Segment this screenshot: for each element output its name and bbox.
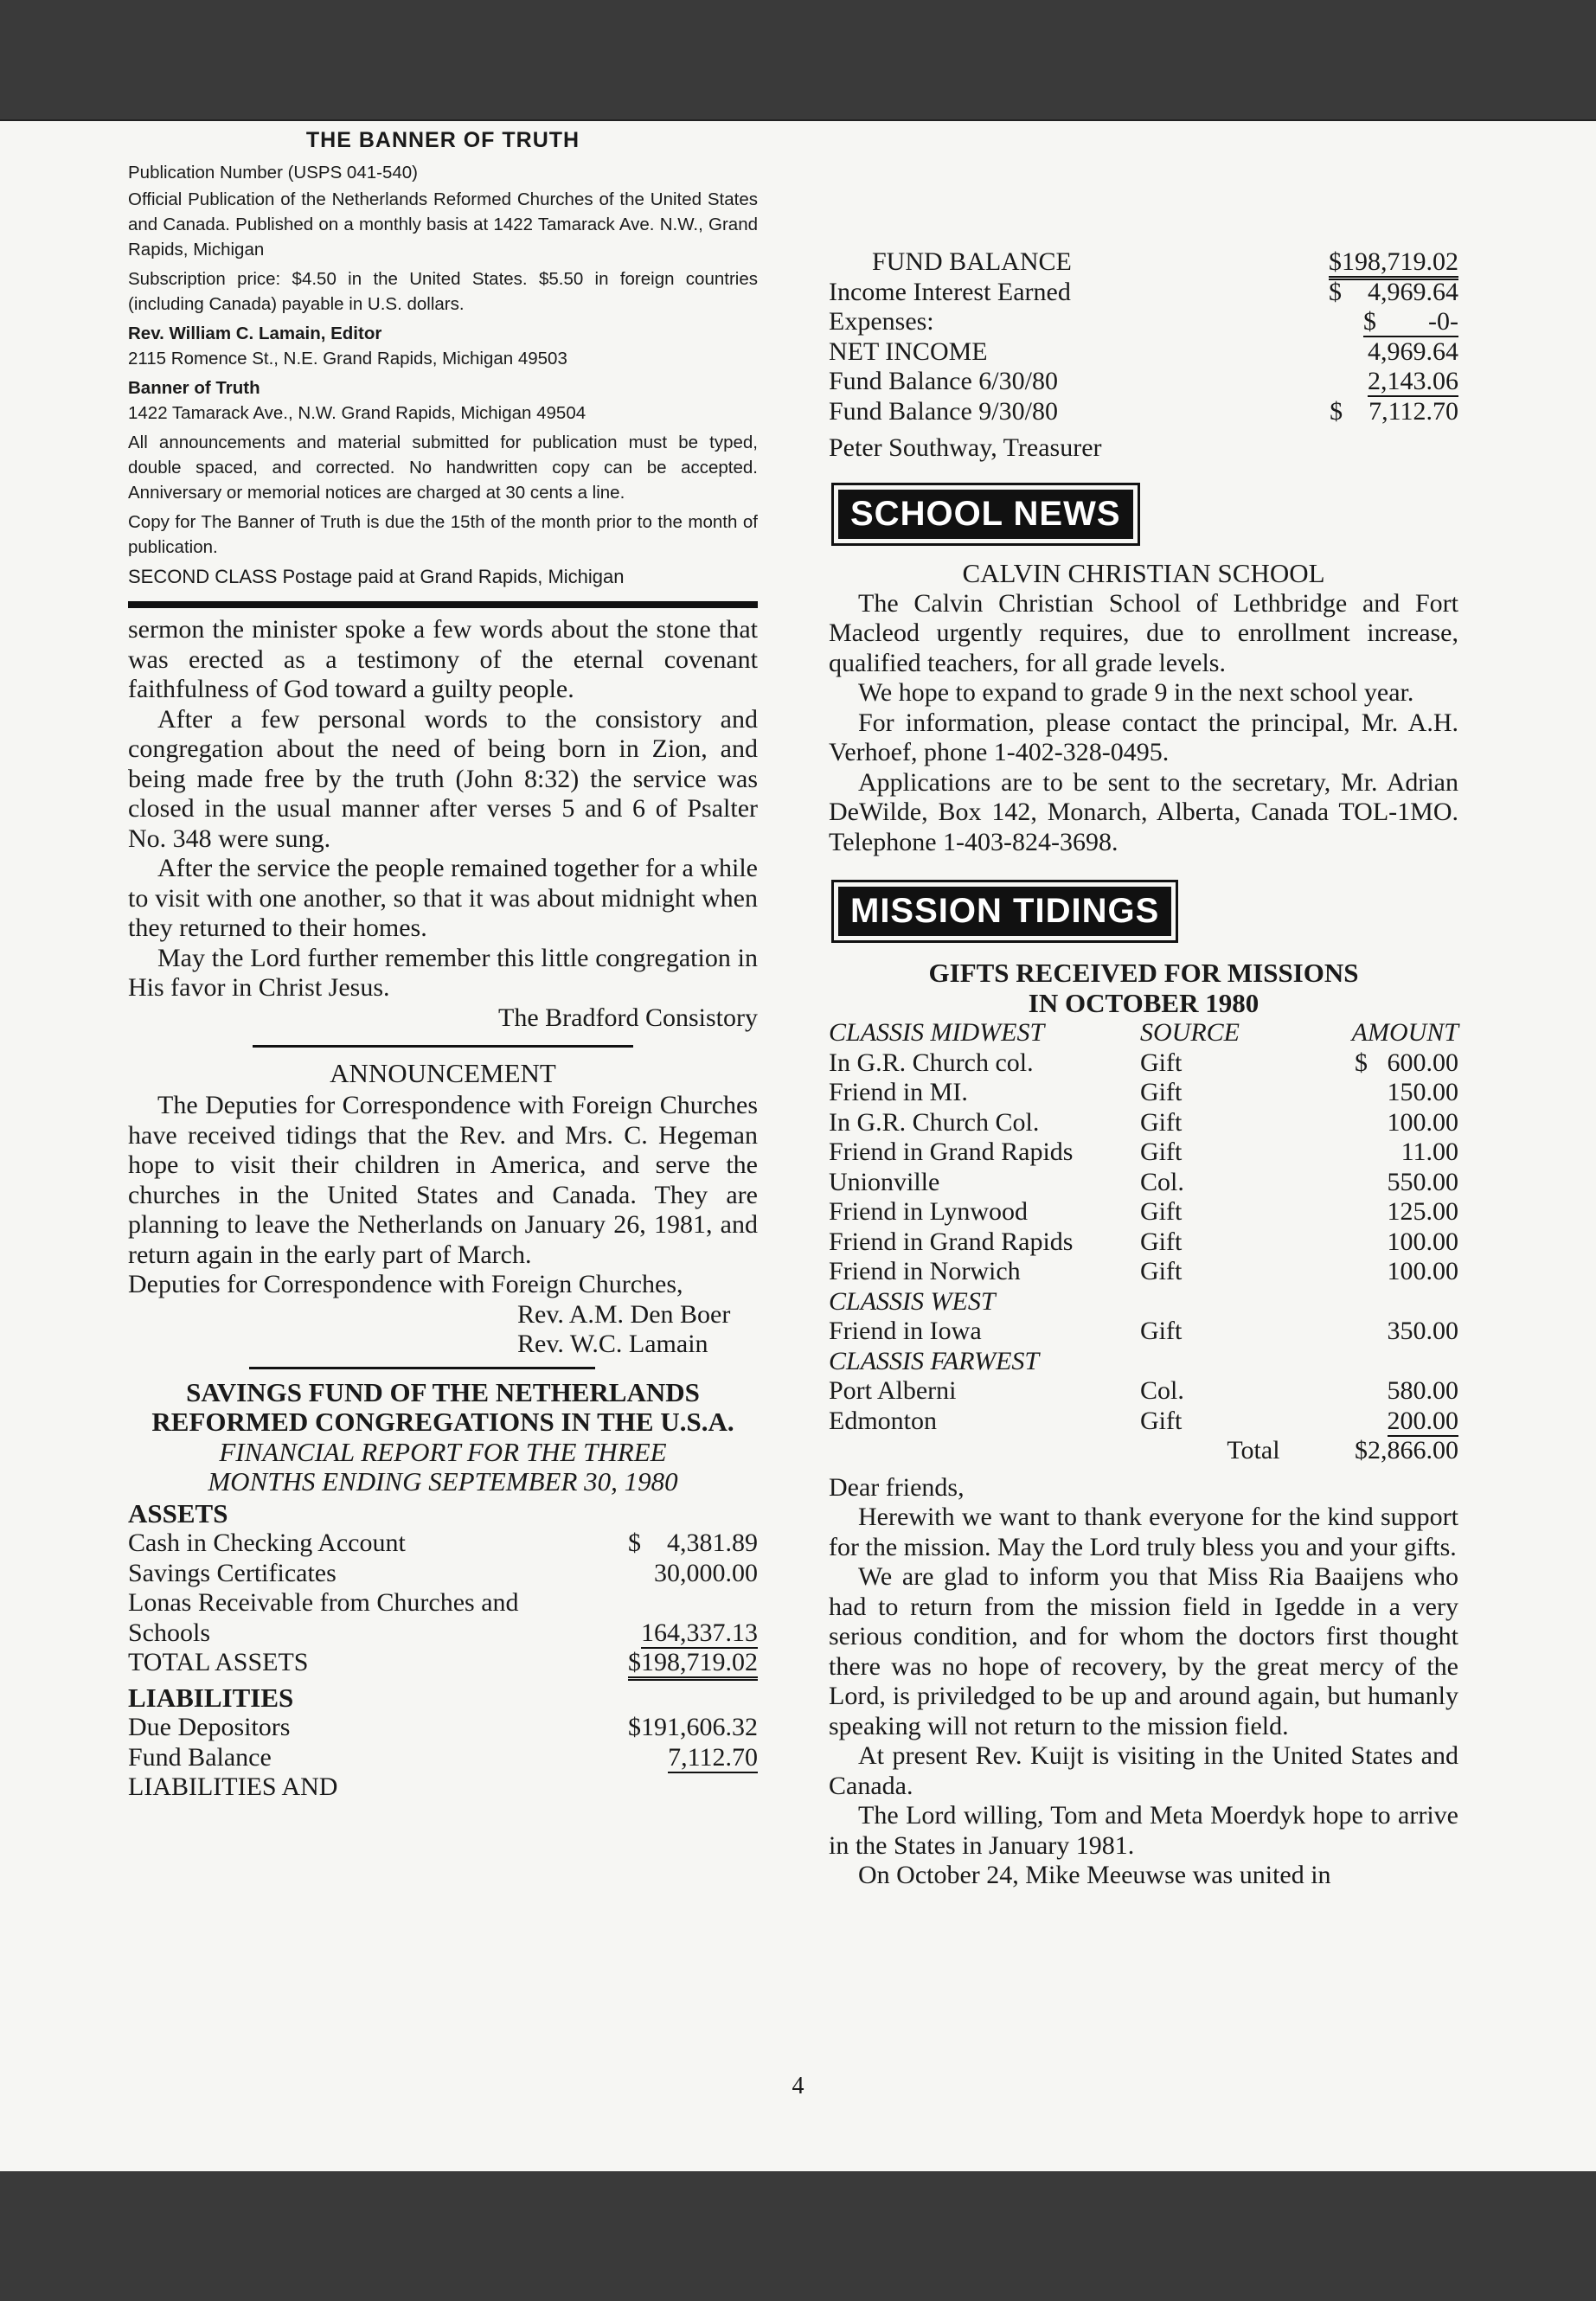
table-row [829,1376,1458,1407]
gift-source: Gift [1140,1197,1183,1226]
assets-table [128,1529,758,1678]
gift-amount: 125.00 [1387,1197,1458,1226]
school-news-section [829,558,1458,858]
editor-address: 2115 Romence St., N.E. Grand Rapids, Michigan 49503 [128,349,567,369]
gift-name: Friend in MI. [829,1078,968,1106]
gift-amount: 200.00 [1387,1406,1458,1435]
row-label: Cash in Checking Account [128,1529,406,1557]
row-amount: $191,606.32 [628,1713,758,1741]
table-row [829,367,1458,397]
row-label: Savings Certificates [128,1558,337,1587]
gift-source: Gift [1140,1406,1183,1435]
announcement-body: The Deputies for Correspondence with Foreign Churches have received tidings that the Rev. and Mrs. C. Hegeman hope to visit their children in America, and serve the churches in the United States and Canada. They are planning to leave the Netherlands on January 26, 1981, and return again in the early part of March. [128,1091,758,1269]
liabilities-label: LIABILITIES [128,1682,294,1713]
row-amount: 164,337.13 [641,1618,758,1647]
sermon-paragraph: sermon the minister spoke a few words about the stone that was erected as a testimony of the eternal covenant faithfulness of God toward a guilty people. [128,615,758,703]
classis-west-label: CLASSIS WEST [829,1286,996,1316]
gift-name: Friend in Grand Rapids [829,1138,1074,1166]
table-row [829,1108,1458,1138]
letter-paragraph: Herewith we want to thank everyone for the kind support for the mission. May the Lord truly bless you and your gifts. [829,1503,1458,1561]
assets-label: ASSETS [128,1497,228,1529]
gift-amount: 150.00 [1387,1078,1458,1106]
announcement-section [128,1058,758,1360]
school-heading: CALVIN CHRISTIAN SCHOOL [962,557,1325,588]
section-divider [249,1367,595,1369]
masthead-divider [128,601,758,608]
letter-greeting: Dear friends, [829,1472,965,1502]
header-source: SOURCE [1140,1018,1240,1047]
table-row [829,337,1458,368]
letter-paragraph: We are glad to inform you that Miss Ria Baaijens who had to return from the mission field in Igedde in a very serious condition, and for whom the doctors first thought there was no hope of recovery, by the great mercy of the Lord, is priviledged to be up and around again, but humanly speaking will not return to the mission field. [829,1562,1458,1740]
row-label: Expenses: [829,307,934,336]
row-label: Income Interest Earned [829,277,1071,306]
sermon-paragraph: May the Lord further remember this little congregation in His favor in Christ Jesus. [128,943,758,1002]
table-row [128,1743,758,1773]
table-row [128,1529,758,1559]
row-label: NET INCOME [829,336,988,366]
gift-source: Gift [1140,1138,1183,1166]
section-divider [253,1045,633,1048]
gift-source: Col. [1140,1376,1184,1405]
gift-name: Edmonton [829,1406,937,1435]
classis-farwest-label: CLASSIS FARWEST [829,1346,1040,1375]
masthead-title: THE BANNER OF TRUTH [305,128,580,152]
row-amount: $ -0- [1363,307,1458,336]
gift-name: In G.R. Church Col. [829,1107,1040,1137]
row-amount: $ 7,112.70 [1330,396,1458,426]
letter-paragraph: On October 24, Mike Meeuwse was united in [858,1861,1331,1889]
savings-heading: REFORMED CONGREGATIONS IN THE U.S.A. [151,1407,734,1437]
row-label: Fund Balance [128,1742,272,1772]
treasurer-signature: Peter Southway, Treasurer [829,433,1102,462]
table-row [829,247,1458,278]
row-amount [611,1772,758,1803]
report-subtitle: FINANCIAL REPORT FOR THE THREE [219,1436,667,1467]
row-label: LIABILITIES AND [128,1772,338,1801]
gift-name: Port Alberni [829,1376,957,1405]
gift-source: Gift [1140,1317,1183,1345]
table-row [829,278,1458,308]
row-amount: $198,719.02 [628,1648,758,1681]
gift-name: Friend in Lynwood [829,1197,1028,1226]
announcement-signature: Rev. W.C. Lamain [517,1330,708,1358]
liabilities-table [128,1713,758,1803]
total-amount: $2,866.00 [1355,1436,1458,1465]
submission-rules: All announcements and material submitted for publication must be typed, double spaced, and corrected. No handwritten copy can be accepted. Anniversary or memorial notices are charged at 30 cents a line. [128,433,758,503]
banner-address: 1422 Tamarack Ave., N.W. Grand Rapids, Michigan 49504 [128,403,586,423]
classis-row [829,1347,1458,1377]
table-row [829,1197,1458,1227]
gifts-heading: GIFTS RECEIVED FOR MISSIONS [928,958,1359,988]
gift-name: Friend in Iowa [829,1317,982,1345]
banner-name: Banner of Truth [128,378,260,398]
table-row [829,1048,1458,1079]
announcement-signature: Rev. A.M. Den Boer [517,1299,731,1329]
header-classis: CLASSIS MIDWEST [829,1018,1045,1047]
fund-balance-table [829,247,1458,426]
savings-fund-report [128,1378,758,1803]
school-news-label: SCHOOL NEWS [838,490,1133,539]
row-label: Due Depositors [128,1713,291,1741]
editor-name: Rev. William C. Lamain, Editor [128,324,382,343]
gift-amount: 580.00 [1387,1376,1458,1405]
row-amount: 30,000.00 [654,1558,758,1587]
row-label: Fund Balance 6/30/80 [829,367,1058,395]
left-column [128,128,758,1803]
gift-source: Gift [1140,1107,1183,1137]
table-row [128,1648,758,1678]
mission-tidings-banner [829,880,1458,943]
school-paragraph: The Calvin Christian School of Lethbridge and Fort Macleod urgently requires, due to enrollment increase, qualified teachers, for all grade levels. [829,588,1458,677]
letter-paragraph: At present Rev. Kuijt is visiting in the United States and Canada. [829,1741,1458,1800]
publication-number: Publication Number (USPS 041-540) [128,163,418,183]
gift-name: Friend in Norwich [829,1257,1021,1285]
copy-deadline: Copy for The Banner of Truth is due the 15th of the month prior to the month of publication. [128,512,758,557]
row-label: Fund Balance 9/30/80 [829,396,1058,426]
table-row [829,1407,1458,1437]
table-row [128,1588,758,1618]
row-amount: $ 4,969.64 [1329,277,1458,306]
table-row [128,1772,758,1803]
mission-tidings-label: MISSION TIDINGS [838,887,1171,936]
gift-amount: $ 600.00 [1355,1048,1458,1077]
gift-source: Col. [1140,1167,1184,1196]
row-label: Schools [128,1618,211,1647]
gift-amount: 550.00 [1387,1167,1458,1196]
gift-source: Gift [1140,1227,1183,1256]
gift-source: Gift [1140,1257,1183,1285]
masthead [128,128,758,589]
announcement-deputies: Deputies for Correspondence with Foreign Churches, [128,1270,683,1298]
table-row [829,397,1458,427]
gifts-table [829,1018,1458,1466]
row-label: FUND BALANCE [872,247,1072,276]
gifts-heading: IN OCTOBER 1980 [1028,987,1259,1018]
announcement-heading: ANNOUNCEMENT [330,1058,556,1088]
gift-amount: 350.00 [1387,1317,1458,1345]
row-amount: 2,143.06 [1368,367,1458,395]
row-label: TOTAL ASSETS [128,1648,309,1676]
table-row [829,1227,1458,1258]
row-amount: 7,112.70 [668,1742,758,1772]
gift-name: Friend in Grand Rapids [829,1227,1074,1256]
savings-heading: SAVINGS FUND OF THE NETHERLANDS [186,1376,700,1407]
table-row [829,1078,1458,1108]
page-edge [0,119,1596,121]
row-amount: $198,719.02 [1329,247,1458,280]
row-amount: $ 4,381.89 [628,1529,758,1557]
table-header [829,1018,1458,1048]
row-label: Lonas Receivable from Churches and [128,1588,519,1617]
table-row [128,1559,758,1589]
sermon-paragraph: After a few personal words to the consistory and congregation about the need of being born in Zion, and being made free by the truth (John 8:32) the service was closed in the usual manner after verses 5 and 6 of Psalter No. 348 were sung. [128,704,758,853]
official-publication: Official Publication of the Netherlands Reformed Churches of the United States and Canada. Published on a monthly basis at 1422 Tamarack Ave. N.W., Grand Rapids, Michigan [128,189,758,260]
gift-amount: 100.00 [1387,1257,1458,1285]
letter-paragraph: The Lord willing, Tom and Meta Moerdyk hope to arrive in the States in January 1981. [829,1801,1458,1860]
table-row [829,1317,1458,1347]
header-amount: AMOUNT [1351,1018,1458,1047]
subscription-price: Subscription price: $4.50 in the United States. $5.50 in foreign countries (including Canada) payable in U.S. dollars. [128,269,758,314]
right-column [829,128,1458,1891]
gift-name: Unionville [829,1167,940,1196]
table-row [829,307,1458,337]
mission-letter [829,1473,1458,1891]
total-row [829,1436,1458,1466]
school-paragraph: Applications are to be sent to the secretary, Mr. Adrian DeWilde, Box 142, Monarch, Alberta, Canada TOL-1MO. Telephone 1-403-824-3698. [829,767,1458,856]
report-subtitle: MONTHS ENDING SEPTEMBER 30, 1980 [208,1466,678,1497]
table-row [829,1257,1458,1287]
gift-source: Gift [1140,1078,1183,1106]
gift-amount: 100.00 [1387,1227,1458,1256]
mission-gifts-section [829,958,1458,1466]
gift-source: Gift [1140,1048,1183,1077]
sermon-paragraph: After the service the people remained together for a while to visit with one another, so that it was about midnight when they returned to their homes. [128,854,758,942]
school-paragraph: We hope to expand to grade 9 in the next school year. [858,678,1414,707]
table-row [829,1168,1458,1198]
postage-notice: SECOND CLASS Postage paid at Grand Rapids, Michigan [128,566,625,587]
row-amount: 4,969.64 [1368,336,1458,366]
table-row [128,1713,758,1743]
total-label: Total [1227,1436,1280,1465]
school-paragraph: For information, please contact the principal, Mr. A.H. Verhoef, phone 1-402-328-0495. [829,708,1458,766]
table-row [829,1138,1458,1168]
gift-name: In G.R. Church col. [829,1048,1034,1077]
table-row [128,1618,758,1649]
classis-row [829,1287,1458,1317]
school-news-banner [829,483,1458,546]
gift-amount: 100.00 [1387,1107,1458,1137]
row-amount [611,1588,758,1618]
sermon-article [128,615,758,1033]
sermon-signature: The Bradford Consistory [498,1003,758,1032]
page-number: 4 [792,2073,804,2099]
gift-amount: 11.00 [1401,1138,1458,1166]
